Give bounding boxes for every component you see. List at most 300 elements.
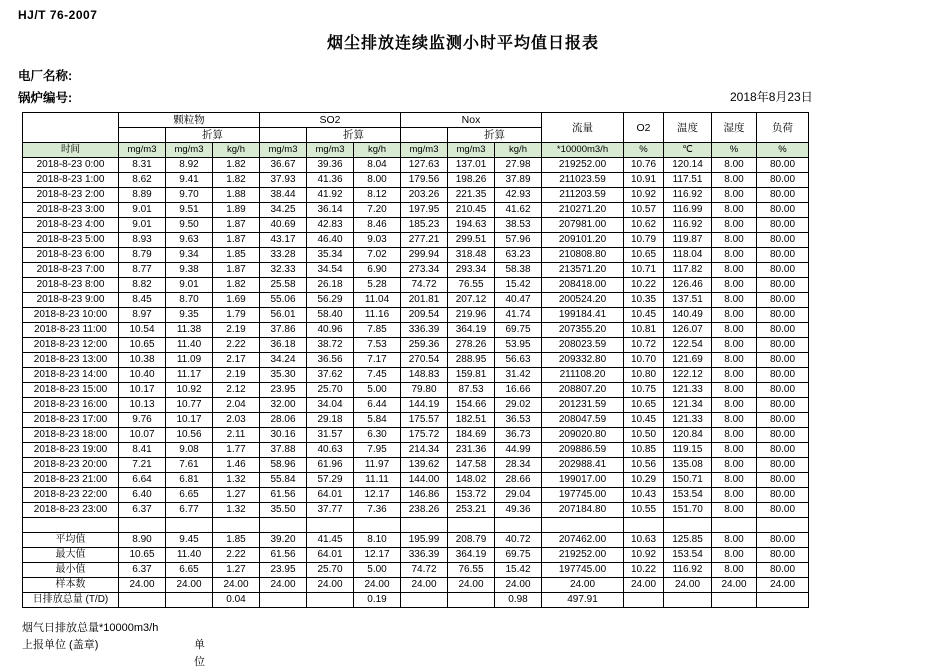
cell-value: 210271.20 — [542, 203, 624, 218]
cell-value: 36.56 — [307, 353, 354, 368]
cell-value: 8.12 — [354, 188, 401, 203]
cell-value: 8.00 — [712, 203, 757, 218]
summary-value: 208.79 — [448, 533, 495, 548]
cell-value: 200524.20 — [542, 293, 624, 308]
cell-value: 61.56 — [260, 488, 307, 503]
cell-value: 2.11 — [213, 428, 260, 443]
summary-value: 23.95 — [260, 563, 307, 578]
table-row — [23, 458, 809, 473]
cell-value: 80.00 — [757, 413, 809, 428]
cell-value: 9.70 — [166, 188, 213, 203]
cell-value: 10.17 — [166, 413, 213, 428]
cell-value: 10.85 — [624, 443, 664, 458]
cell-value: 121.34 — [664, 398, 712, 413]
cell-value: 148.02 — [448, 473, 495, 488]
cell-value: 209332.80 — [542, 353, 624, 368]
summary-value: 197745.00 — [542, 563, 624, 578]
cell-value: 80.00 — [757, 338, 809, 353]
cell-value: 49.36 — [495, 503, 542, 518]
cell-value: 8.00 — [712, 233, 757, 248]
cell-value: 8.00 — [712, 338, 757, 353]
cell-time: 2018-8-23 21:00 — [23, 473, 119, 488]
cell-value: 364.19 — [448, 323, 495, 338]
summary-row — [23, 548, 809, 563]
cell-value: 11.16 — [354, 308, 401, 323]
cell-value: 199184.41 — [542, 308, 624, 323]
cell-value: 116.92 — [664, 188, 712, 203]
cell-value: 8.00 — [712, 353, 757, 368]
cell-value: 120.14 — [664, 158, 712, 173]
cell-time: 2018-8-23 11:00 — [23, 323, 119, 338]
cell-value: 118.04 — [664, 248, 712, 263]
cell-value: 36.53 — [495, 413, 542, 428]
footer-total-label: 烟气日排放总量*10000m3/h — [22, 622, 159, 634]
cell-value: 146.86 — [401, 488, 448, 503]
cell-value: 2.19 — [213, 323, 260, 338]
cell-value: 7.20 — [354, 203, 401, 218]
cell-value: 37.77 — [307, 503, 354, 518]
cell-value: 122.54 — [664, 338, 712, 353]
summary-value: 24.00 — [624, 578, 664, 593]
cell-value: 10.57 — [624, 203, 664, 218]
cell-time: 2018-8-23 19:00 — [23, 443, 119, 458]
cell-time: 2018-8-23 15:00 — [23, 383, 119, 398]
table-row — [23, 308, 809, 323]
cell-value: 8.00 — [712, 158, 757, 173]
cell-value: 37.89 — [495, 173, 542, 188]
cell-value: 2.22 — [213, 338, 260, 353]
cell-value: 55.06 — [260, 293, 307, 308]
table-row — [23, 248, 809, 263]
cell-value: 6.77 — [166, 503, 213, 518]
cell-value: 144.00 — [401, 473, 448, 488]
table-row — [23, 503, 809, 518]
unit-nox-mg: mg/m3 — [401, 143, 448, 158]
summary-value: 80.00 — [757, 533, 809, 548]
table-row — [23, 278, 809, 293]
cell-value: 34.54 — [307, 263, 354, 278]
cell-value: 10.65 — [119, 338, 166, 353]
cell-value: 10.45 — [624, 308, 664, 323]
cell-value: 9.34 — [166, 248, 213, 263]
cell-value: 80.00 — [757, 368, 809, 383]
cell-value: 8.46 — [354, 218, 401, 233]
cell-value: 7.02 — [354, 248, 401, 263]
daily-total-value — [166, 593, 213, 608]
cell-value: 10.91 — [624, 173, 664, 188]
cell-value: 6.64 — [119, 473, 166, 488]
cell-value: 56.63 — [495, 353, 542, 368]
cell-value: 57.96 — [495, 233, 542, 248]
daily-total-value: 0.19 — [354, 593, 401, 608]
cell-time: 2018-8-23 22:00 — [23, 488, 119, 503]
summary-value: 1.27 — [213, 563, 260, 578]
cell-value: 1.79 — [213, 308, 260, 323]
cell-empty — [307, 518, 354, 533]
cell-value: 1.88 — [213, 188, 260, 203]
cell-empty — [712, 518, 757, 533]
cell-value: 277.21 — [401, 233, 448, 248]
summary-value: 24.00 — [664, 578, 712, 593]
cell-value: 57.29 — [307, 473, 354, 488]
summary-value: 2.22 — [213, 548, 260, 563]
cell-value: 8.41 — [119, 443, 166, 458]
summary-value: 24.00 — [401, 578, 448, 593]
cell-value: 201.81 — [401, 293, 448, 308]
cell-value: 8.00 — [712, 458, 757, 473]
cell-value: 8.00 — [712, 248, 757, 263]
unit-humidity: % — [712, 143, 757, 158]
cell-value: 139.62 — [401, 458, 448, 473]
cell-value: 8.00 — [354, 173, 401, 188]
cell-value: 80.00 — [757, 488, 809, 503]
cell-value: 37.93 — [260, 173, 307, 188]
summary-value: 24.00 — [119, 578, 166, 593]
daily-total-value — [119, 593, 166, 608]
cell-value: 121.33 — [664, 383, 712, 398]
cell-value: 58.40 — [307, 308, 354, 323]
summary-value: 5.00 — [354, 563, 401, 578]
cell-empty — [260, 518, 307, 533]
cell-empty — [354, 518, 401, 533]
cell-value: 208023.59 — [542, 338, 624, 353]
cell-value: 56.29 — [307, 293, 354, 308]
summary-value: 10.63 — [624, 533, 664, 548]
summary-value: 336.39 — [401, 548, 448, 563]
cell-value: 10.29 — [624, 473, 664, 488]
cell-value: 153.72 — [448, 488, 495, 503]
cell-value: 201231.59 — [542, 398, 624, 413]
cell-value: 202988.41 — [542, 458, 624, 473]
cell-value: 209101.20 — [542, 233, 624, 248]
cell-value: 270.54 — [401, 353, 448, 368]
cell-value: 6.65 — [166, 488, 213, 503]
cell-value: 37.62 — [307, 368, 354, 383]
cell-value: 10.92 — [624, 188, 664, 203]
cell-value: 12.17 — [354, 488, 401, 503]
cell-value: 8.00 — [712, 293, 757, 308]
daily-total-value: 0.04 — [213, 593, 260, 608]
table-row — [23, 218, 809, 233]
cell-value: 35.50 — [260, 503, 307, 518]
cell-value: 1.87 — [213, 233, 260, 248]
cell-value: 41.62 — [495, 203, 542, 218]
daily-total-value — [757, 593, 809, 608]
cell-value: 11.11 — [354, 473, 401, 488]
cell-value: 209020.80 — [542, 428, 624, 443]
cell-value: 41.92 — [307, 188, 354, 203]
cell-value: 36.18 — [260, 338, 307, 353]
footer-unit-word: 单位 — [194, 639, 205, 668]
cell-value: 185.23 — [401, 218, 448, 233]
cell-value: 2.17 — [213, 353, 260, 368]
table-row — [23, 368, 809, 383]
cell-value: 288.95 — [448, 353, 495, 368]
cell-value: 9.03 — [354, 233, 401, 248]
cell-value: 31.57 — [307, 428, 354, 443]
cell-value: 209886.59 — [542, 443, 624, 458]
summary-row — [23, 533, 809, 548]
summary-value: 1.85 — [213, 533, 260, 548]
cell-value: 33.28 — [260, 248, 307, 263]
cell-time: 2018-8-23 20:00 — [23, 458, 119, 473]
header-particulate-blank — [119, 128, 166, 143]
cell-empty — [664, 518, 712, 533]
summary-value: 207462.00 — [542, 533, 624, 548]
cell-value: 9.01 — [119, 218, 166, 233]
cell-value: 253.21 — [448, 503, 495, 518]
cell-value: 35.34 — [307, 248, 354, 263]
cell-value: 79.80 — [401, 383, 448, 398]
table-row — [23, 233, 809, 248]
cell-value: 126.07 — [664, 323, 712, 338]
cell-value: 219252.00 — [542, 158, 624, 173]
cell-value: 137.51 — [664, 293, 712, 308]
cell-value: 221.35 — [448, 188, 495, 203]
cell-value: 6.40 — [119, 488, 166, 503]
cell-value: 74.72 — [401, 278, 448, 293]
cell-value: 10.62 — [624, 218, 664, 233]
cell-value: 10.81 — [624, 323, 664, 338]
cell-value: 34.04 — [307, 398, 354, 413]
cell-value: 87.53 — [448, 383, 495, 398]
cell-value: 1.46 — [213, 458, 260, 473]
cell-value: 9.41 — [166, 173, 213, 188]
cell-value: 8.00 — [712, 488, 757, 503]
cell-value: 209.54 — [401, 308, 448, 323]
header-row-group — [23, 113, 809, 128]
unit-o2: % — [624, 143, 664, 158]
cell-value: 80.00 — [757, 248, 809, 263]
table-row — [23, 323, 809, 338]
cell-value: 8.00 — [712, 263, 757, 278]
cell-value: 80.00 — [757, 398, 809, 413]
cell-value: 6.44 — [354, 398, 401, 413]
cell-value: 117.82 — [664, 263, 712, 278]
cell-value: 213571.20 — [542, 263, 624, 278]
cell-time: 2018-8-23 10:00 — [23, 308, 119, 323]
cell-value: 8.00 — [712, 368, 757, 383]
summary-value: 39.20 — [260, 533, 307, 548]
header-so2-converted: 折算 — [307, 128, 401, 143]
table-row — [23, 293, 809, 308]
cell-value: 34.25 — [260, 203, 307, 218]
cell-value: 10.40 — [119, 368, 166, 383]
cell-value: 8.00 — [712, 398, 757, 413]
cell-value: 208047.59 — [542, 413, 624, 428]
cell-value: 25.70 — [307, 383, 354, 398]
unit-flow: *10000m3/h — [542, 143, 624, 158]
cell-value: 10.71 — [624, 263, 664, 278]
cell-value: 121.69 — [664, 353, 712, 368]
table-row — [23, 383, 809, 398]
cell-value: 2.19 — [213, 368, 260, 383]
cell-value: 8.77 — [119, 263, 166, 278]
cell-value: 6.90 — [354, 263, 401, 278]
cell-value: 147.58 — [448, 458, 495, 473]
cell-value: 11.97 — [354, 458, 401, 473]
cell-value: 1.32 — [213, 473, 260, 488]
cell-time: 2018-8-23 0:00 — [23, 158, 119, 173]
summary-value: 8.10 — [354, 533, 401, 548]
cell-value: 8.45 — [119, 293, 166, 308]
cell-value: 80.00 — [757, 383, 809, 398]
table-row — [23, 338, 809, 353]
cell-empty — [166, 518, 213, 533]
cell-value: 41.74 — [495, 308, 542, 323]
cell-value: 15.42 — [495, 278, 542, 293]
summary-value: 8.00 — [712, 563, 757, 578]
cell-value: 121.33 — [664, 413, 712, 428]
cell-value: 2.12 — [213, 383, 260, 398]
unit-nox-mg-converted: mg/m3 — [448, 143, 495, 158]
cell-value: 238.26 — [401, 503, 448, 518]
cell-value: 299.94 — [401, 248, 448, 263]
cell-value: 219.96 — [448, 308, 495, 323]
cell-empty — [401, 518, 448, 533]
summary-value: 8.00 — [712, 533, 757, 548]
cell-value: 214.34 — [401, 443, 448, 458]
cell-value: 8.00 — [712, 173, 757, 188]
cell-value: 23.95 — [260, 383, 307, 398]
summary-value: 76.55 — [448, 563, 495, 578]
table-row — [23, 173, 809, 188]
cell-value: 1.89 — [213, 203, 260, 218]
cell-value: 55.84 — [260, 473, 307, 488]
summary-value: 6.65 — [166, 563, 213, 578]
cell-value: 278.26 — [448, 338, 495, 353]
cell-time: 2018-8-23 9:00 — [23, 293, 119, 308]
cell-value: 5.28 — [354, 278, 401, 293]
cell-value: 58.96 — [260, 458, 307, 473]
header-flow: 流量 — [542, 113, 624, 143]
cell-value: 9.50 — [166, 218, 213, 233]
cell-value: 28.34 — [495, 458, 542, 473]
cell-value: 231.36 — [448, 443, 495, 458]
cell-value: 135.08 — [664, 458, 712, 473]
header-nox: Nox — [401, 113, 542, 128]
cell-value: 26.18 — [307, 278, 354, 293]
cell-value: 7.61 — [166, 458, 213, 473]
cell-value: 9.01 — [119, 203, 166, 218]
cell-value: 7.85 — [354, 323, 401, 338]
cell-value: 299.51 — [448, 233, 495, 248]
header-so2-blank — [260, 128, 307, 143]
cell-value: 175.72 — [401, 428, 448, 443]
cell-value: 41.36 — [307, 173, 354, 188]
cell-value: 8.82 — [119, 278, 166, 293]
cell-empty — [624, 518, 664, 533]
cell-value: 8.92 — [166, 158, 213, 173]
cell-value: 11.09 — [166, 353, 213, 368]
cell-time: 2018-8-23 3:00 — [23, 203, 119, 218]
cell-value: 80.00 — [757, 443, 809, 458]
cell-value: 80.00 — [757, 323, 809, 338]
report-date: 2018年8月23日 — [730, 90, 813, 104]
cell-value: 80.00 — [757, 188, 809, 203]
summary-row — [23, 563, 809, 578]
cell-value: 210.45 — [448, 203, 495, 218]
cell-value: 1.82 — [213, 158, 260, 173]
cell-value: 38.53 — [495, 218, 542, 233]
cell-value: 40.69 — [260, 218, 307, 233]
cell-value: 8.70 — [166, 293, 213, 308]
unit-nox-kgh: kg/h — [495, 143, 542, 158]
summary-value: 80.00 — [757, 548, 809, 563]
cell-value: 8.00 — [712, 473, 757, 488]
unit-so2-mg: mg/m3 — [260, 143, 307, 158]
standard-code: HJ/T 76-2007 — [18, 8, 98, 22]
summary-value: 24.00 — [495, 578, 542, 593]
cell-value: 80.00 — [757, 278, 809, 293]
cell-value: 1.69 — [213, 293, 260, 308]
cell-value: 7.53 — [354, 338, 401, 353]
cell-value: 137.01 — [448, 158, 495, 173]
hourly-average-table — [22, 112, 809, 608]
cell-value: 42.93 — [495, 188, 542, 203]
cell-value: 53.95 — [495, 338, 542, 353]
cell-value: 207355.20 — [542, 323, 624, 338]
cell-value: 144.19 — [401, 398, 448, 413]
table-row — [23, 428, 809, 443]
cell-value: 29.04 — [495, 488, 542, 503]
cell-value: 197.95 — [401, 203, 448, 218]
cell-value: 151.70 — [664, 503, 712, 518]
cell-value: 8.62 — [119, 173, 166, 188]
summary-label: 样本数 — [23, 578, 119, 593]
summary-value: 8.00 — [712, 548, 757, 563]
summary-value: 10.65 — [119, 548, 166, 563]
unit-particulate-kgh: kg/h — [213, 143, 260, 158]
cell-value: 6.81 — [166, 473, 213, 488]
header-nox-converted: 折算 — [448, 128, 542, 143]
cell-value: 11.38 — [166, 323, 213, 338]
cell-value: 198.26 — [448, 173, 495, 188]
cell-time: 2018-8-23 7:00 — [23, 263, 119, 278]
cell-value: 32.00 — [260, 398, 307, 413]
table-row — [23, 203, 809, 218]
plant-name-label: 电厂名称: — [18, 69, 73, 83]
meta-block — [18, 66, 908, 110]
cell-value: 7.45 — [354, 368, 401, 383]
cell-value: 39.36 — [307, 158, 354, 173]
cell-value: 37.88 — [260, 443, 307, 458]
header-particulate: 颗粒物 — [119, 113, 260, 128]
summary-value: 116.92 — [664, 563, 712, 578]
cell-value: 58.38 — [495, 263, 542, 278]
header-o2: O2 — [624, 113, 664, 143]
cell-empty — [757, 518, 809, 533]
cell-value: 119.15 — [664, 443, 712, 458]
cell-value: 80.00 — [757, 158, 809, 173]
table-spacer-row — [23, 518, 809, 533]
cell-value: 153.54 — [664, 488, 712, 503]
cell-value: 10.92 — [166, 383, 213, 398]
cell-value: 40.96 — [307, 323, 354, 338]
cell-value: 36.14 — [307, 203, 354, 218]
cell-value: 7.36 — [354, 503, 401, 518]
cell-value: 194.63 — [448, 218, 495, 233]
daily-total-value — [260, 593, 307, 608]
cell-value: 8.97 — [119, 308, 166, 323]
cell-value: 2.03 — [213, 413, 260, 428]
cell-time: 2018-8-23 8:00 — [23, 278, 119, 293]
cell-value: 11.04 — [354, 293, 401, 308]
cell-value: 8.00 — [712, 278, 757, 293]
summary-value: 8.90 — [119, 533, 166, 548]
cell-value: 1.77 — [213, 443, 260, 458]
summary-value: 24.00 — [757, 578, 809, 593]
